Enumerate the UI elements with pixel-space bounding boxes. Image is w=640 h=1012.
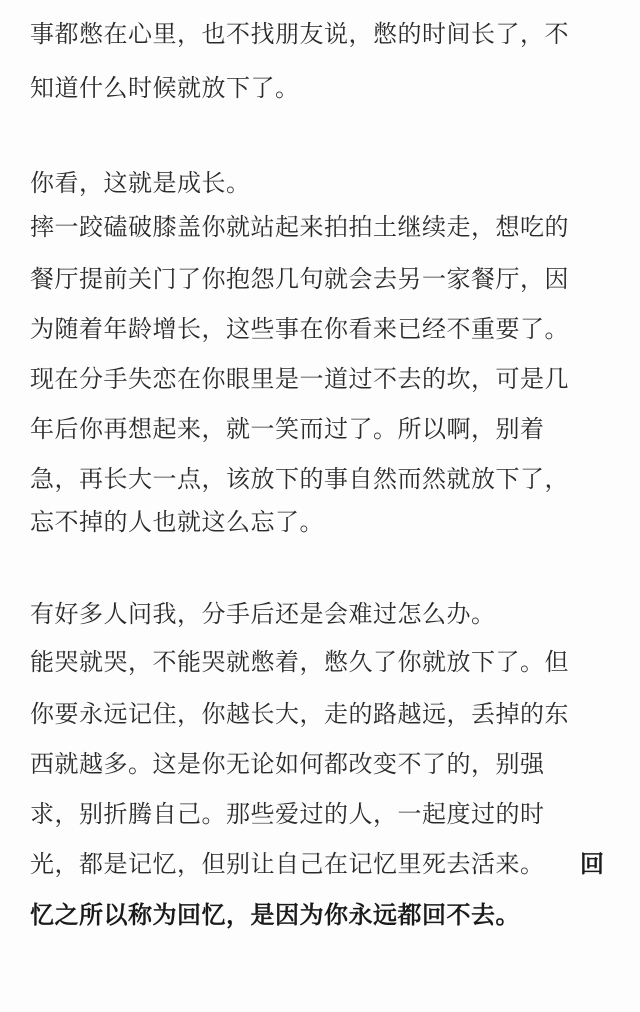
text-line: 求，别折腾自己。那些爱过的人，一起度过的时 [30,800,545,828]
text-line: 餐厅提前关门了你抱怨几句就会去另一家餐厅，因 [30,265,569,293]
text-line: 急，再长大一点，该放下的事自然而然就放下了， [30,465,569,493]
text-line: 事都憋在心里，也不找朋友说，憋的时间长了，不 [30,20,569,48]
text-line: 你看，这就是成长。 [30,169,251,197]
text-line-bold: 忆之所以称为回忆，是因为你永远都回不去。 [30,901,520,929]
text-line: 现在分手失恋在你眼里是一道过不去的坎，可是几 [30,365,569,393]
text-line: 摔一跤磕破膝盖你就站起来拍拍土继续走，想吃的 [30,213,569,241]
text-line-bold: 回 [580,850,605,878]
text-line: 你要永远记住，你越长大，走的路越远，丢掉的东 [30,700,569,728]
text-line: 西就越多。这是你无论如何都改变不了的，别强 [30,750,545,778]
text-line: 为随着年龄增长，这些事在你看来已经不重要了。 [30,315,569,343]
text-line: 知道什么时候就放下了。 [30,74,300,102]
text-line: 忘不掉的人也就这么忘了。 [30,508,324,536]
text-line: 有好多人问我，分手后还是会难过怎么办。 [30,600,496,628]
text-line: 能哭就哭，不能哭就憋着，憋久了你就放下了。但 [30,648,569,676]
text-line: 光，都是记忆，但别让自己在记忆里死去活来。 [30,850,545,878]
text-line: 年后你再想起来，就一笑而过了。所以啊，别着 [30,415,545,443]
